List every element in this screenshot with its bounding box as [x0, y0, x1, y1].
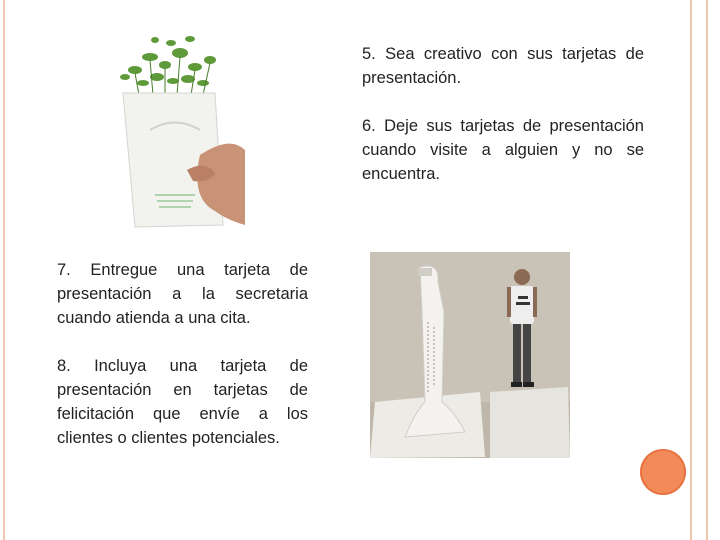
right-frame-line-outer: [706, 0, 708, 540]
left-frame-line: [3, 0, 5, 540]
tip-5-text: 5. Sea creativo con sus tarjetas de presentación.: [362, 45, 644, 87]
plant-card-photo: [95, 15, 245, 235]
tip-6-text: 6. Deje sus tarjetas de presentación cuando visite a alguien y no se encuentra.: [362, 117, 644, 183]
person-card-photo: [370, 252, 570, 458]
tip-7-text: 7. Entregue una tarjeta de presentación a la secretaria cuando atienda a una cita.: [57, 261, 308, 327]
right-frame-line-inner: [690, 0, 692, 540]
orange-circle-decoration: [640, 449, 686, 495]
tip-8-text: 8. Incluya una tarjeta de presentación en tarjetas de felicitación que envíe a los clientes o clientes potenciales.: [57, 357, 308, 447]
